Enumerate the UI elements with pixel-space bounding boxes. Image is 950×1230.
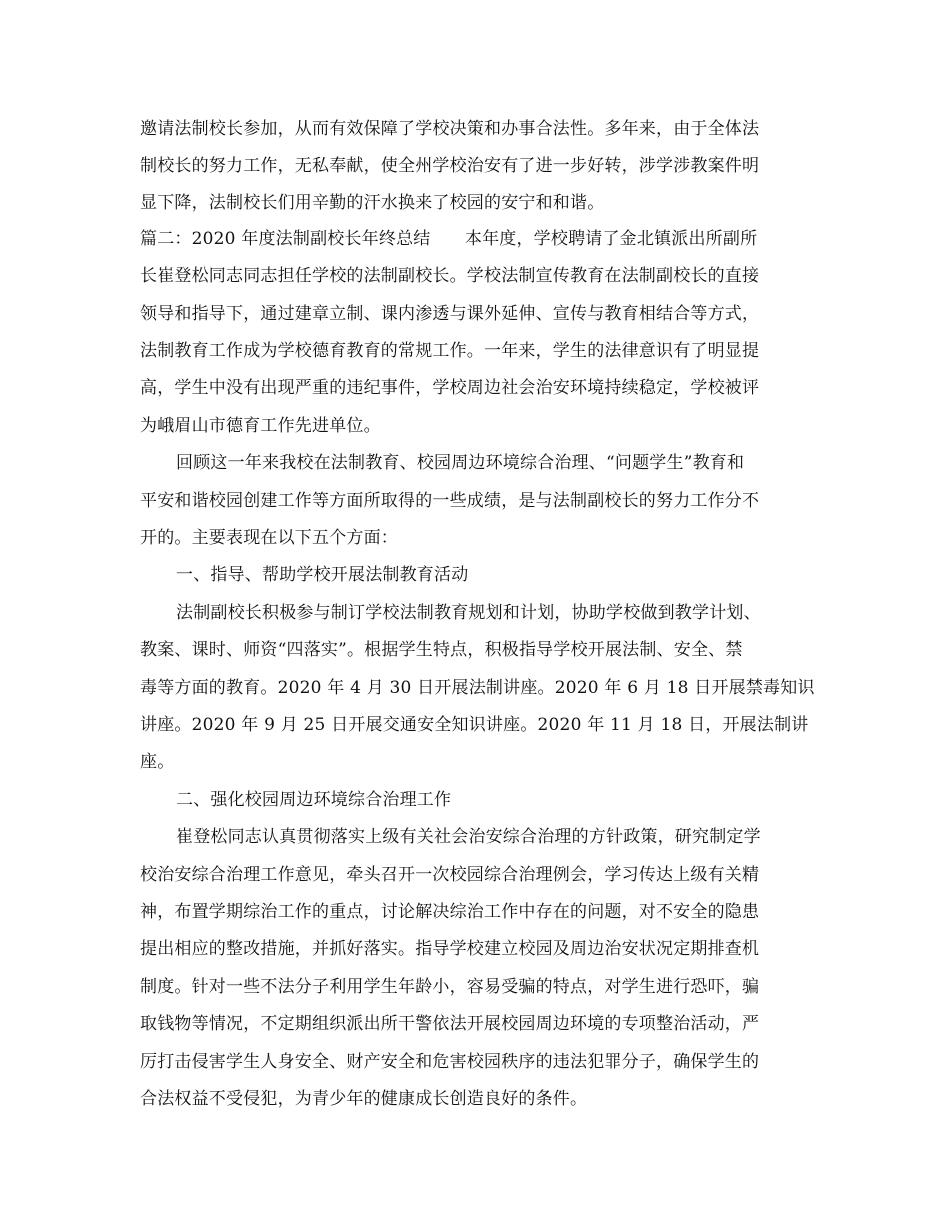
- text-line: 校治安综合治理工作意见，牵头召开一次校园综合治理例会，学习传达上级有关精: [140, 865, 760, 885]
- section-heading: 二、强化校园周边环境综合治理工作: [176, 790, 452, 810]
- text-line: 讲座。2020 年 9 月 25 日开展交通安全知识讲座。2020 年 11 月 18 日，开展法制讲: [140, 715, 809, 735]
- text-line: 制校长的努力工作，无私奉献，使全州学校治安有了进一步好转，涉学涉教案件明: [140, 156, 760, 176]
- text-line: 崔登松同志认真贯彻落实上级有关社会治安综合治理的方针政策，研究制定学: [176, 827, 761, 847]
- text-line: 毒等方面的教育。2020 年 4 月 30 日开展法制讲座。2020 年 6 月 18 日开展禁毒知识: [140, 678, 815, 698]
- text-line: 取钱物等情况，不定期组织派出所干警依法开展校园周边环境的专项整治活动，严: [140, 1014, 760, 1034]
- text-line: 法制教育工作成为学校德育教育的常规工作。一年来，学生的法律意识有了明显提: [140, 341, 760, 361]
- text-line: 制度。针对一些不法分子利用学生年龄小，容易受骗的特点，对学生进行恐吓，骗: [140, 977, 760, 997]
- text-line: 合法权益不受侵犯，为青少年的健康成长创造良好的条件。: [140, 1089, 588, 1109]
- text-line: 篇二：2020 年度法制副校长年终总结 本年度，学校聘请了金北镇派出所副所: [140, 229, 758, 249]
- text-line: 显下降，法制校长们用辛勤的汗水换来了校园的安宁和和谐。: [140, 193, 605, 213]
- text-line: 为峨眉山市德育工作先进单位。: [140, 416, 381, 436]
- text-line: 平安和谐校园创建工作等方面所取得的一些成绩，是与法制副校长的努力工作分不: [140, 491, 760, 511]
- text-line: 长崔登松同志同志担任学校的法制副校长。学校法制宣传教育在法制副校长的直接: [140, 266, 760, 286]
- text-line: 开的。主要表现在以下五个方面：: [140, 528, 398, 548]
- section-heading: 一、指导、帮助学校开展法制教育活动: [176, 565, 469, 585]
- text-line: 高，学生中没有出现严重的违纪事件，学校周边社会治安环境持续稳定，学校被评: [140, 378, 760, 398]
- text-line: 教案、课时、师资“四落实”。根据学生特点，积极指导学校开展法制、安全、禁: [140, 640, 743, 660]
- text-line: 回顾这一年来我校在法制教育、校园周边环境综合治理、“问题学生”教育和: [176, 453, 745, 473]
- text-line: 领导和指导下，通过建章立制、课内渗透与课外延伸、宣传与教育相结合等方式，: [140, 304, 760, 324]
- text-line: 厉打击侵害学生人身安全、财产安全和危害校园秩序的违法犯罪分子，确保学生的: [140, 1052, 760, 1072]
- text-line: 法制副校长积极参与制订学校法制教育规划和计划，协助学校做到教学计划、: [176, 603, 761, 623]
- text-line: 提出相应的整改措施，并抓好落实。指导学校建立校园及周边治安状况定期排查机: [140, 939, 760, 959]
- text-line: 神，布置学期综治工作的重点，讨论解决综治工作中存在的问题，对不安全的隐患: [140, 902, 760, 922]
- text-line: 座。: [140, 752, 175, 772]
- text-line: 邀请法制校长参加，从而有效保障了学校决策和办事合法性。多年来，由于全体法: [140, 119, 760, 139]
